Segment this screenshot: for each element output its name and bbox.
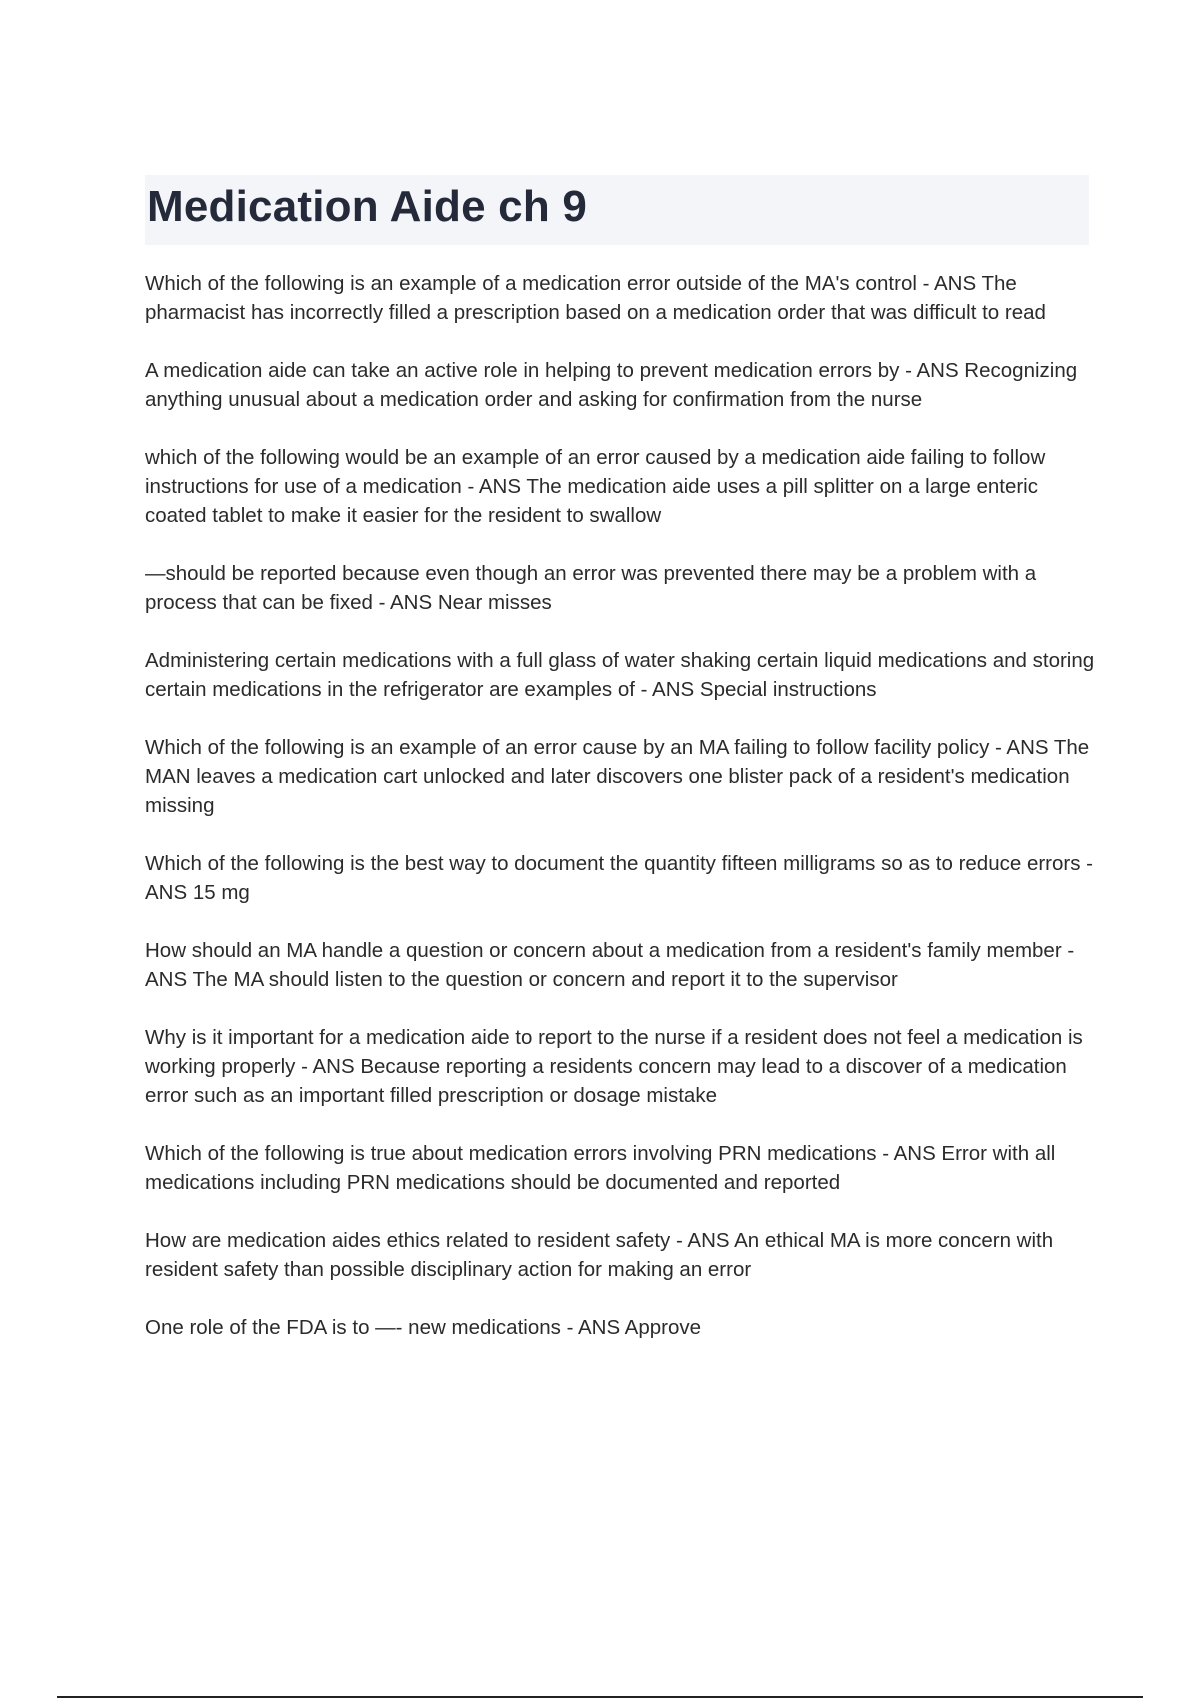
qa-item: Which of the following is an example of an error cause by an MA failing to follow facility policy - ANS The MAN leaves a medication cart unlocked and later discovers one blister pack of a resident's medication missing (145, 736, 1090, 817)
qa-item: How are medication aides ethics related to resident safety - ANS An ethical MA is more concern with resident safety than possible disciplinary action for making an error (145, 1229, 1054, 1281)
qa-item: —should be reported because even though an error was prevented there may be a problem with a process that can be fixed - ANS Near misses (145, 562, 1037, 614)
qa-item: A medication aide can take an active role in helping to prevent medication errors by - ANS Recognizing anything unusual about a medication order and asking for confirmation from the nurse (145, 359, 1078, 411)
qa-item: Why is it important for a medication aide to report to the nurse if a resident does not feel a medication is working properly - ANS Because reporting a residents concern may lead to a discover of a medication error such as an important filled prescription or dosage mistake (145, 1026, 1083, 1107)
footer-divider (57, 1696, 1143, 1698)
qa-item: Which of the following is the best way to document the quantity fifteen milligrams so as to reduce errors - ANS 15 mg (145, 852, 1093, 904)
qa-item: which of the following would be an example of an error caused by a medication aide failing to follow instructions for use of a medication - ANS The medication aide uses a pill splitter on a large enteric coated tablet to make it easier for the resident to swallow (145, 446, 1046, 527)
qa-item: Which of the following is true about medication errors involving PRN medications - ANS Error with all medications including PRN medications should be documented and reported (145, 1142, 1056, 1194)
qa-item: Which of the following is an example of a medication error outside of the MA's control - ANS The pharmacist has incorrectly filled a prescription based on a medication order that was difficult to read (145, 272, 1046, 324)
qa-item: How should an MA handle a question or concern about a medication from a resident's family member - ANS The MA should listen to the question or concern and report it to the supervisor (145, 939, 1075, 991)
qa-item: Administering certain medications with a full glass of water shaking certain liquid medications and storing certain medications in the refrigerator are examples of - ANS Special instructions (145, 649, 1095, 701)
title-band (145, 175, 1089, 245)
qa-list (145, 269, 1095, 1371)
page-title: Medication Aide ch 9 (147, 182, 588, 231)
qa-item: One role of the FDA is to —- new medications - ANS Approve (145, 1316, 702, 1339)
